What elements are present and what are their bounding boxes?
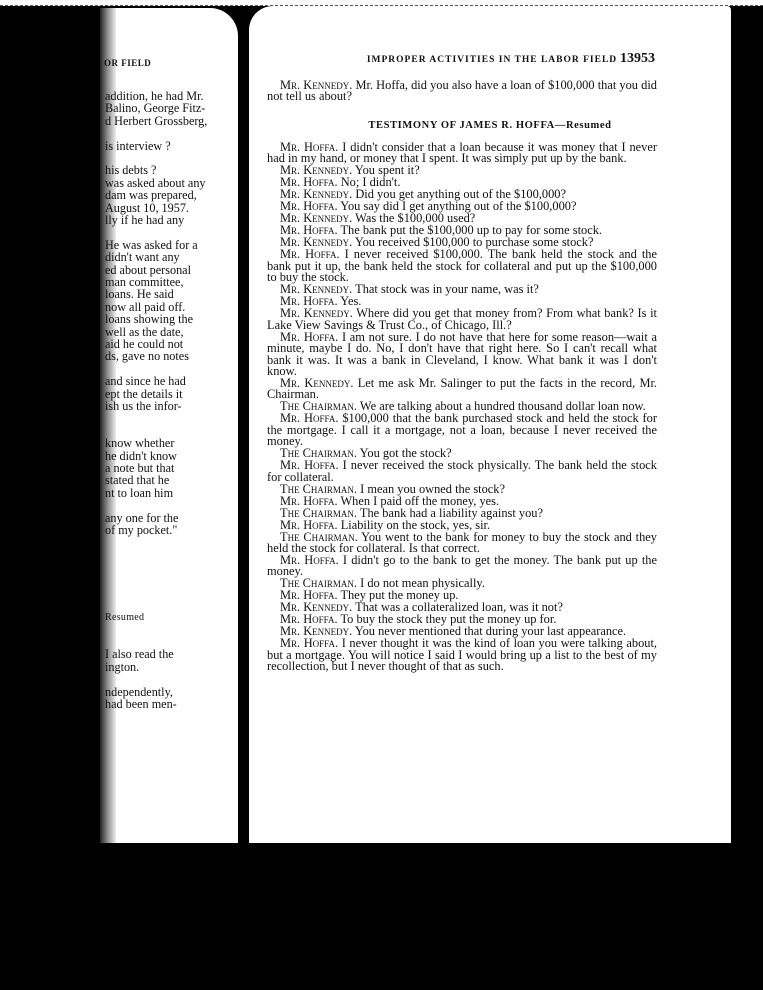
testimony-paragraph bbox=[267, 529, 658, 555]
testimony-paragraph bbox=[267, 413, 657, 447]
left-line: stated that he bbox=[105, 473, 170, 488]
left-line: now all paid off. bbox=[105, 299, 186, 314]
speaker-name: Mr. Hoffa. bbox=[280, 493, 338, 508]
speaker-text: You went to the bank for money to buy the stock and they held the stock for collateral. Is that correct. bbox=[267, 529, 658, 555]
left-line: lly if he had any bbox=[105, 213, 185, 227]
speaker-text: No; I didn't. bbox=[337, 175, 401, 190]
left-line: loans showing the bbox=[105, 312, 194, 327]
left-line: August 10, 1957. bbox=[105, 200, 189, 215]
testimony-paragraph bbox=[267, 460, 657, 483]
speaker-name: Mr. Kennedy. bbox=[280, 211, 353, 226]
speaker-name: Mr. Hoffa. bbox=[280, 175, 338, 190]
left-line: ds, gave no notes bbox=[105, 349, 189, 364]
speaker-text: Was the $100,000 used? bbox=[352, 211, 476, 226]
left-line: Balino, George Fitz- bbox=[105, 101, 206, 116]
left-line: dam was prepared, bbox=[105, 188, 197, 203]
testimony-paragraph bbox=[267, 80, 657, 103]
speaker-text: I do not mean physically. bbox=[357, 576, 485, 591]
speaker-name: Mr. Kennedy. bbox=[280, 282, 353, 297]
speaker-name: Mr. Hoffa. bbox=[280, 223, 338, 238]
left-line: addition, he had Mr. bbox=[105, 89, 204, 103]
left-page-fragment bbox=[100, 8, 238, 843]
speaker-text: That stock was in your name, was it? bbox=[352, 282, 539, 297]
speaker-name: Mr. Kennedy. bbox=[280, 306, 353, 321]
section-heading: TESTIMONY OF JAMES R. HOFFA—Resumed bbox=[368, 120, 612, 131]
testimony-paragraph bbox=[267, 375, 657, 402]
speaker-name: Mr. Hoffa. bbox=[280, 458, 339, 473]
speaker-text: I never received $100,000. The bank held the stock and the bank put it up, the bank held the stock for collateral and put up the $100,000 to buy the stock. bbox=[267, 247, 658, 285]
speaker-name: The Chairman. bbox=[280, 576, 358, 591]
speaker-text: You got the stock? bbox=[357, 446, 452, 461]
left-line: I also read the bbox=[105, 647, 174, 661]
speaker-name: The Chairman. bbox=[280, 529, 358, 544]
speaker-name: The Chairman. bbox=[280, 481, 358, 496]
left-line: and since he had bbox=[105, 374, 186, 389]
speaker-text: I never thought it was the kind of loan you were talking about, but a mortgage. You will notice I said I would bring up a list to the best of my recollection, but I never thought of that as such. bbox=[267, 636, 657, 674]
left-line: well as the date, bbox=[105, 324, 184, 339]
left-line: was asked about any bbox=[105, 175, 206, 190]
left-line: ish us the infor- bbox=[105, 399, 182, 413]
speaker-name: Mr. Kennedy. bbox=[280, 78, 353, 92]
speaker-text: I am not sure. I do not have that here for some reason—wait a minute, maybe I do. No, I don't have that right here. So I can't recall what bank it was. It was a bank in Cleveland, I know. What bank it was I don't know. bbox=[267, 329, 657, 378]
speaker-text: I didn't go to the bank to get the money. The bank put up the money. bbox=[267, 553, 657, 579]
speaker-name: Mr. Kennedy. bbox=[280, 187, 353, 202]
left-line: ndependently, bbox=[105, 684, 173, 699]
left-line: had been men- bbox=[105, 697, 177, 712]
speaker-name: Mr. Hoffa. bbox=[280, 329, 339, 344]
speaker-name: Mr. Hoffa. bbox=[280, 294, 338, 309]
speaker-text: You say did I get anything out of the $100,000? bbox=[337, 199, 577, 214]
left-line: he didn't know bbox=[105, 448, 177, 463]
speaker-text: Yes. bbox=[337, 294, 362, 309]
speaker-text: They put the money up. bbox=[337, 588, 459, 603]
speaker-name: Mr. Hoffa. bbox=[280, 247, 340, 262]
speaker-name: Mr. Kennedy. bbox=[280, 624, 353, 639]
testimony-paragraph bbox=[267, 249, 657, 283]
speaker-text: When I paid off the money, yes. bbox=[337, 493, 500, 508]
left-line: a note but that bbox=[105, 461, 175, 475]
speaker-text: You spent it? bbox=[352, 163, 420, 178]
speaker-name: Mr. Hoffa. bbox=[280, 636, 339, 651]
speaker-text: I mean you owned the stock? bbox=[357, 481, 505, 496]
speaker-text: The bank put the $100,000 up to pay for some stock. bbox=[337, 223, 603, 238]
left-heading-fragment: Resumed bbox=[105, 612, 145, 623]
left-line: loans. He said bbox=[105, 287, 174, 302]
right-page bbox=[249, 6, 731, 843]
speaker-text: I didn't consider that a loan because it was money that I never had in my hand, or money that I spent. It was simply put up by the bank. bbox=[267, 140, 657, 166]
speaker-name: The Chairman. bbox=[280, 446, 358, 461]
speaker-name: Mr. Hoffa. bbox=[280, 612, 338, 627]
speaker-name: Mr. Kennedy. bbox=[280, 375, 354, 390]
speaker-text: Let me ask Mr. Salinger to put the facts in the record, Mr. Chairman. bbox=[267, 375, 657, 402]
left-line: didn't want any bbox=[105, 250, 180, 265]
left-line: know whether bbox=[105, 436, 175, 451]
speaker-name: Mr. Kennedy. bbox=[280, 235, 353, 250]
speaker-name: The Chairman. bbox=[280, 399, 358, 414]
binding-shadow bbox=[100, 8, 116, 843]
speaker-text: That was a collateralized loan, was it not? bbox=[352, 600, 563, 615]
left-line: ept the details it bbox=[105, 386, 183, 401]
speaker-name: Mr. Kennedy. bbox=[280, 163, 353, 178]
left-line: his debts ? bbox=[105, 163, 157, 178]
speaker-name: Mr. Hoffa. bbox=[280, 411, 339, 426]
testimony-paragraph bbox=[267, 142, 657, 165]
left-line: He was asked for a bbox=[105, 237, 198, 252]
speaker-text: Did you get anything out of the $100,000? bbox=[352, 187, 566, 202]
speaker-text: To buy the stock they put the money up for. bbox=[337, 612, 557, 627]
speaker-text: You never mentioned that during your last appearance. bbox=[352, 624, 627, 639]
speaker-name: The Chairman. bbox=[280, 505, 358, 520]
left-line: aid he could not bbox=[105, 337, 184, 351]
speaker-name: Mr. Hoffa. bbox=[280, 588, 338, 603]
speaker-name: Mr. Hoffa. bbox=[280, 517, 338, 532]
speaker-text: The bank had a liability against you? bbox=[357, 505, 543, 520]
running-header: IMPROPER ACTIVITIES IN THE LABOR FIELD bbox=[366, 55, 618, 65]
speaker-text: You received $100,000 to purchase some stock? bbox=[352, 235, 594, 250]
speaker-name: Mr. Hoffa. bbox=[280, 140, 339, 154]
left-line: of my pocket." bbox=[105, 523, 178, 537]
speaker-text: We are talking about a hundred thousand dollar loan now. bbox=[357, 399, 646, 414]
left-running-head: OR FIELD bbox=[104, 58, 152, 68]
speaker-text: I never received the stock physically. The bank held the stock for collateral. bbox=[267, 458, 657, 484]
testimony-paragraph bbox=[267, 638, 657, 672]
left-line: is interview ? bbox=[105, 138, 171, 153]
left-line: man committee, bbox=[105, 275, 184, 289]
left-line: any one for the bbox=[105, 510, 179, 525]
testimony-paragraph bbox=[267, 308, 657, 331]
speaker-name: Mr. Hoffa. bbox=[280, 553, 339, 568]
speaker-name: Mr. Hoffa. bbox=[280, 199, 338, 214]
left-line: ed about personal bbox=[105, 262, 191, 277]
page-number: 13953 bbox=[620, 51, 655, 66]
speaker-name: Mr. Kennedy. bbox=[280, 600, 353, 615]
speaker-text: Where did you get that money from? From what bank? Is it Lake View Savings & Trust Co., of Chicago, Ill.? bbox=[267, 306, 657, 332]
left-line: nt to loan him bbox=[105, 485, 174, 500]
testimony-paragraph bbox=[267, 329, 657, 378]
speaker-text: $100,000 that the bank purchased stock and held the stock for the mortgage. I call it a mortgage, not a loan, because I never received the money. bbox=[267, 411, 658, 449]
left-line: ington. bbox=[105, 659, 140, 674]
left-line: d Herbert Grossberg, bbox=[105, 113, 208, 128]
testimony-paragraph bbox=[267, 555, 657, 578]
speaker-text: Mr. Hoffa, did you also have a loan of $100,000 that you did not tell us about? bbox=[267, 78, 657, 104]
speaker-text: Liability on the stock, yes, sir. bbox=[337, 517, 491, 532]
